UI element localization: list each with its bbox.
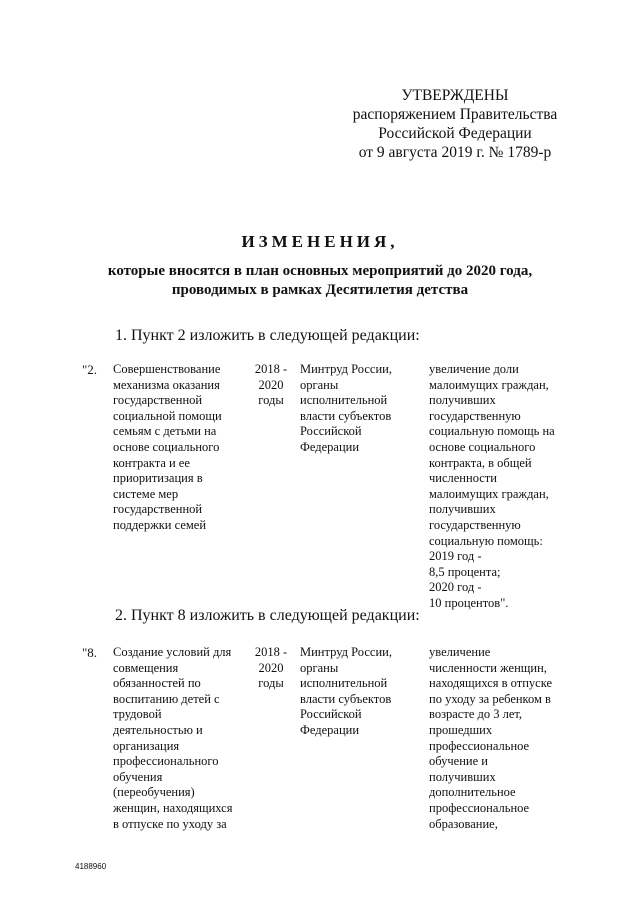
cell-line: государственной: [113, 502, 203, 517]
cell-line: социальной помощи: [113, 408, 222, 423]
cell-line: Федерации: [300, 439, 360, 454]
cell-line: женщин, находящихся: [113, 800, 233, 815]
cell-line: увеличение доли: [429, 362, 519, 376]
cell-line: получивших: [429, 393, 496, 408]
cell-line: в отпуске по уходу за: [113, 816, 227, 831]
section-2-measure: [113, 645, 232, 832]
cell-line: совмещения: [113, 660, 179, 675]
section-2-years: [248, 645, 294, 692]
cell-line: дополнительное: [429, 785, 516, 800]
cell-line: малоимущих граждан,: [429, 486, 549, 501]
section-1-measure: [113, 362, 222, 534]
cell-line: власти субъектов: [300, 408, 392, 423]
section-1-result: [429, 362, 555, 612]
cell-line: трудовой: [113, 707, 162, 722]
cell-line: возрасте до 3 лет,: [429, 707, 523, 722]
cell-line: численности женщин,: [429, 660, 547, 675]
cell-line: Российской: [300, 424, 362, 439]
cell-line: механизма оказания: [113, 377, 220, 392]
section-2-heading: 2. Пункт 8 изложить в следующей редакции:: [115, 607, 420, 624]
approval-line-3: от 9 августа 2019 г. № 1789-р: [358, 144, 552, 161]
cell-line: государственную: [429, 408, 521, 423]
cell-line: малоимущих граждан,: [429, 377, 549, 392]
document-title: ИЗМЕНЕНИЯ,: [241, 232, 399, 251]
cell-line: 10 процентов".: [429, 595, 509, 610]
cell-line: Российской: [300, 707, 362, 722]
approval-line-2: Российской Федерации: [378, 125, 532, 142]
document-code: 4188960: [75, 862, 107, 871]
section-1-row-number: "2.: [82, 362, 98, 377]
cell-line: обучения: [113, 769, 163, 784]
cell-line: органы: [300, 377, 339, 392]
cell-line: образование,: [429, 816, 498, 831]
cell-line: основе социального: [113, 439, 220, 454]
cell-line: Создание условий для: [113, 645, 232, 659]
cell-line: годы: [258, 676, 284, 691]
cell-line: семьям с детьми на: [113, 424, 217, 439]
cell-line: государственную: [429, 517, 521, 532]
cell-line: профессиональное: [429, 800, 530, 815]
cell-line: обучение и: [429, 754, 488, 769]
cell-line: поддержки семей: [113, 517, 207, 532]
subtitle-line-1: которые вносятся в план основных мероприятий до 2020 года,: [107, 263, 533, 279]
cell-line: исполнительной: [300, 676, 388, 691]
cell-line: контракта, в общей: [429, 455, 532, 470]
cell-line: 2019 год -: [429, 549, 482, 564]
section-2-result: [429, 645, 552, 832]
cell-line: получивших: [429, 502, 496, 517]
cell-line: социальную помощь:: [429, 533, 543, 548]
cell-line: Совершенствование: [113, 362, 221, 376]
cell-line: организация: [113, 738, 180, 753]
cell-line: профессиональное: [429, 738, 530, 753]
cell-line: 2020: [258, 377, 284, 392]
cell-line: деятельностью и: [113, 722, 203, 737]
cell-line: (переобучения): [113, 785, 195, 800]
section-2-responsible: [300, 645, 392, 739]
section-1-responsible: [300, 362, 392, 456]
cell-line: органы: [300, 660, 339, 675]
cell-line: воспитанию детей с: [113, 691, 220, 706]
approval-title: УТВЕРЖДЕНЫ: [401, 87, 509, 104]
cell-line: 2020: [258, 660, 284, 675]
cell-line: 2018 -: [254, 362, 288, 376]
cell-line: Федерации: [300, 722, 360, 737]
cell-line: системе мер: [113, 486, 179, 501]
section-2-row-number: "8.: [82, 645, 98, 660]
cell-line: социальную помощь на: [429, 424, 555, 439]
cell-line: Минтруд России,: [300, 362, 392, 376]
cell-line: 2018 -: [254, 645, 288, 659]
cell-line: власти субъектов: [300, 691, 392, 706]
cell-line: по уходу за ребенком в: [429, 691, 551, 706]
cell-line: обязанностей по: [113, 676, 201, 691]
approval-line-1: распоряжением Правительства: [352, 106, 558, 123]
cell-line: приоритизация в: [113, 471, 203, 486]
cell-line: находящихся в отпуске: [429, 676, 553, 691]
section-1-heading: 1. Пункт 2 изложить в следующей редакции:: [115, 327, 420, 344]
cell-line: прошедших: [429, 722, 493, 737]
cell-line: годы: [258, 393, 284, 408]
document-subtitle: [60, 262, 580, 300]
cell-line: 8,5 процента;: [429, 564, 501, 579]
subtitle-line-2: проводимых в рамках Десятилетия детства: [171, 282, 469, 298]
section-1-years: [248, 362, 294, 409]
cell-line: численности: [429, 471, 497, 486]
cell-line: основе социального: [429, 439, 536, 454]
cell-line: увеличение: [429, 645, 491, 659]
cell-line: контракта и ее: [113, 455, 190, 470]
cell-line: 2020 год -: [429, 580, 482, 595]
cell-line: Минтруд России,: [300, 645, 392, 659]
approval-block: [340, 86, 570, 162]
cell-line: исполнительной: [300, 393, 388, 408]
cell-line: получивших: [429, 769, 496, 784]
cell-line: государственной: [113, 393, 203, 408]
cell-line: профессионального: [113, 754, 219, 769]
